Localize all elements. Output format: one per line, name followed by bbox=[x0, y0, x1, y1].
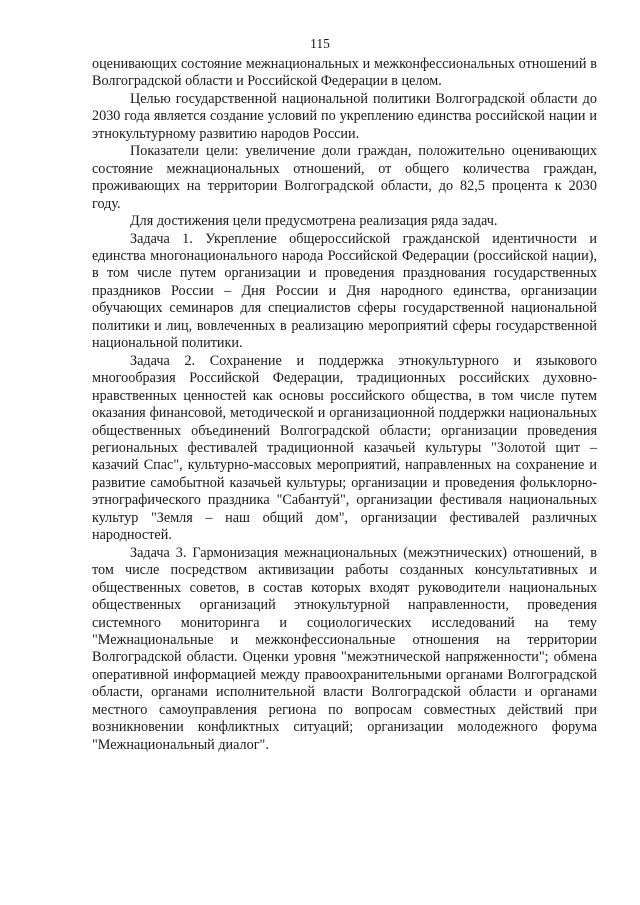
paragraph-task-3: Задача 3. Гармонизация межнациональных (межэтнических) отношений, в том числе посредством активизации работы созданных консультативных и общественных советов, в состав которых входят руководители национальных общественных организаций этнокультурной направленности, проведения системного мониторинга и социологических исследований на тему "Межнациональные и межконфессиональные отношения на территории Волгоградской области. Оценки уровня "межэтнической напряженности"; обмена оперативной информацией между правоохранительными органами Волгоградской области, органами исполнительной власти Волгоградской области и органами местного самоуправления региона по вопросам совместных действий при возникновении конфликтных ситуаций; организации молодежного форума "Межнациональный диалог". bbox=[92, 544, 597, 753]
paragraph-task-1: Задача 1. Укрепление общероссийской гражданской идентичности и единства многонационального народа Российской Федерации (российской нации), в том числе путем организации и проведения празднования государственных праздников России – Дня России и Дня народного единства, организации обучающих семинаров для специалистов сферы государственной национальной политики и лиц, вовлеченных в реализацию мероприятий сферы государственной национальной политики. bbox=[92, 230, 597, 352]
paragraph-tasks-intro: Для достижения цели предусмотрена реализация ряда задач. bbox=[130, 213, 498, 230]
paragraph-continuation: оценивающих состояние межнациональных и межконфессиональных отношений в Волгоградской области и Российской Федерации в целом. bbox=[92, 56, 597, 90]
paragraph-task-2: Задача 2. Сохранение и поддержка этнокультурного и языкового многообразия Российской Федерации, традиционных российских духовно-нравственных ценностей как основы российского общества, в том числе путем оказания финансовой, методической и организационной поддержки национальных общественных объединений Волгоградской области; организации проведения региональных фестивалей традиционной казачьей культуры "Золотой щит – казачий Спас", культурно-массовых мероприятий, направленных на сохранение и развитие самобытной казачьей культуры; организации и проведения фольклорно-этнографического праздника "Сабантуй", организации фестиваля национальных культур "Земля – наш общий дом", организации фестивалей различных народностей. bbox=[92, 352, 597, 544]
page-number: 115 bbox=[310, 36, 330, 51]
paragraph-indicators: Показатели цели: увеличение доли граждан, положительно оценивающих состояние межнациональных отношений, от общего количества граждан, проживающих на территории Волгоградской области, до 82,5 процента к 2030 году. bbox=[92, 143, 597, 212]
paragraph-goal: Целью государственной национальной политики Волгоградской области до 2030 года является создание условий по укреплению единства российской нации и этнокультурному развитию народов России. bbox=[92, 90, 597, 142]
document-body bbox=[92, 56, 597, 754]
